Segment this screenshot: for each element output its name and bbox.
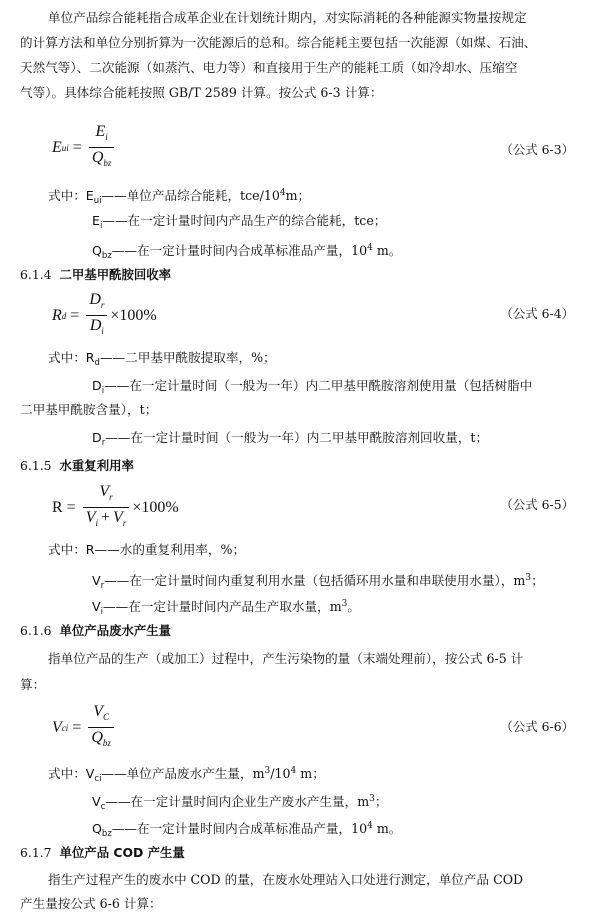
section-title: 单位产品 COD 产生量 bbox=[59, 845, 185, 860]
eq65-den-b: V bbox=[113, 509, 123, 527]
eq66-equals: = bbox=[72, 718, 82, 736]
where-prefix: 式中： bbox=[48, 542, 86, 557]
eq64-where-2-cont: 二甲基甲酰胺含量），t； bbox=[20, 402, 158, 417]
superscript: 4 bbox=[367, 821, 373, 831]
eq63-numerator-sub: i bbox=[105, 132, 108, 143]
eq65-numerator-sub: r bbox=[109, 492, 113, 503]
superscript: 3 bbox=[525, 573, 532, 583]
definition-text: ——在一定计量时间（一般为一年）内二甲基甲酰胺溶剂回收量，t； bbox=[105, 430, 489, 445]
eq64-equals: = bbox=[70, 306, 80, 324]
symbol: R bbox=[85, 350, 95, 365]
symbol: V bbox=[85, 766, 95, 782]
eq65-den-plus: + bbox=[101, 509, 111, 527]
definition-text: ——在一定计量时间内合成革标准品产量，10 bbox=[111, 821, 368, 837]
symbol: V bbox=[92, 599, 101, 615]
eq65-den-a: V bbox=[85, 509, 96, 527]
symbol-sub: bz bbox=[101, 251, 112, 262]
eq64-where-2 bbox=[92, 378, 532, 399]
eq65-lhs: R bbox=[52, 498, 63, 516]
eq65-where-2 bbox=[92, 570, 544, 594]
symbol-sub: r bbox=[101, 438, 106, 448]
definition-tail: m； bbox=[296, 766, 325, 782]
eq65-den-a-sub: i bbox=[95, 518, 98, 529]
eq66-where-2 bbox=[92, 791, 387, 815]
eq64-denominator-sub: i bbox=[101, 326, 104, 337]
eq64-numerator-sub: r bbox=[100, 300, 105, 311]
eq65-den-b-sub: r bbox=[122, 518, 127, 529]
eq63-label: （公式 6-3） bbox=[500, 142, 574, 157]
symbol-sub: d bbox=[94, 358, 100, 368]
symbol: E bbox=[85, 188, 94, 204]
definition-text: ——单位产品综合能耗，tce/10 bbox=[101, 188, 280, 204]
eq63-where-1 bbox=[48, 185, 310, 209]
eq65-label: （公式 6-5） bbox=[500, 497, 574, 512]
section-6-1-5-heading bbox=[20, 458, 134, 474]
eq63-lhs-sub: ui bbox=[61, 142, 69, 153]
eq63-denominator-sub: bz bbox=[103, 158, 112, 169]
definition-text: ——在一定计量时间内产品生产的综合能耗，tce； bbox=[102, 213, 387, 228]
eq65-where-1 bbox=[48, 542, 245, 558]
eq64-where-1 bbox=[48, 350, 276, 371]
eq65-fraction bbox=[83, 482, 130, 533]
eq64-lhs-sub: d bbox=[61, 310, 67, 321]
eq66-denominator: Q bbox=[91, 729, 103, 747]
symbol-sub: bz bbox=[101, 829, 112, 840]
p617-line-1: 指生产过程产生的废水中 COD 的量，在废水处理站入口处进行测定，单位产品 COD bbox=[48, 872, 524, 887]
eq66-label: （公式 6-6） bbox=[500, 719, 574, 734]
eq65-where-3 bbox=[92, 596, 360, 620]
definition-text: ——在一定计量时间内重复利用水量（包括循环用水量和串联使用水量），m bbox=[104, 573, 526, 589]
intro-line-2: 的计算方法和单位分别折算为一次能源后的总和。综合能耗主要包括一次能源（如煤、石油、 bbox=[20, 35, 537, 50]
symbol: D bbox=[92, 378, 102, 393]
eq63-denominator: Q bbox=[91, 149, 104, 167]
p616-line-2: 算： bbox=[20, 677, 46, 692]
definition-text: ——水的重复利用率，%； bbox=[94, 542, 246, 557]
symbol-sub: c bbox=[100, 802, 106, 813]
formula-6-5 bbox=[52, 482, 179, 533]
intro-line-3: 天然气等）、二次能源（如蒸汽、电力等）和直接用于生产的能耗工质（如冷却水、压缩空 bbox=[20, 60, 518, 75]
symbol: D bbox=[92, 430, 102, 445]
eq65-tail: ×100% bbox=[132, 498, 179, 516]
eq63-lhs: E bbox=[52, 138, 62, 156]
formula-6-4 bbox=[52, 290, 157, 341]
superscript: 4 bbox=[290, 766, 297, 776]
symbol-sub: r bbox=[100, 581, 105, 592]
section-number: 6.1.7 bbox=[20, 845, 52, 860]
superscript: 3 bbox=[369, 794, 375, 804]
symbol: R bbox=[85, 542, 95, 557]
eq64-where-3 bbox=[92, 430, 488, 451]
definition-text: ——在一定计量时间内合成革标准品产量，10 bbox=[111, 243, 368, 259]
definition-tail: m。 bbox=[372, 243, 402, 259]
symbol-sub: ui bbox=[93, 196, 102, 207]
eq66-lhs-sub: ci bbox=[61, 722, 69, 733]
definition-tail: ； bbox=[531, 573, 544, 589]
eq64-tail: ×100% bbox=[110, 306, 157, 324]
eq64-denominator: D bbox=[89, 317, 102, 335]
section-6-1-7-heading bbox=[20, 845, 185, 861]
p617-line-2: 产生量按公式 6-6 计算： bbox=[20, 896, 162, 911]
section-title: 二甲基甲酰胺回收率 bbox=[59, 267, 172, 282]
eq66-where-3 bbox=[92, 818, 401, 842]
eq63-where-2 bbox=[92, 213, 386, 234]
section-6-1-6-heading bbox=[20, 623, 171, 639]
eq64-lhs: R bbox=[52, 306, 62, 324]
symbol-sub: i bbox=[100, 607, 103, 618]
section-6-1-4-heading bbox=[20, 267, 171, 283]
eq65-numerator: V bbox=[99, 483, 110, 500]
eq66-numerator: V bbox=[93, 703, 103, 720]
eq66-denominator-sub: bz bbox=[102, 738, 111, 749]
section-title: 水重复利用率 bbox=[59, 458, 134, 473]
symbol-sub: i bbox=[101, 386, 105, 396]
eq66-where-1 bbox=[48, 763, 325, 787]
definition-tail: m。 bbox=[372, 821, 402, 837]
eq64-numerator: D bbox=[89, 291, 101, 308]
section-number: 6.1.6 bbox=[20, 623, 52, 638]
where-prefix: 式中： bbox=[48, 350, 86, 365]
section-number: 6.1.4 bbox=[20, 267, 52, 282]
formula-6-6 bbox=[52, 702, 117, 753]
definition-text: ——在一定计量时间（一般为一年）内二甲基甲酰胺溶剂使用量（包括树脂中 bbox=[104, 378, 533, 393]
p616-line-1: 指单位产品的生产（或加工）过程中，产生污染物的量（末端处理前），按公式 6-5 计 bbox=[48, 651, 524, 666]
symbol: Q bbox=[92, 821, 102, 837]
superscript: 4 bbox=[279, 188, 286, 198]
eq63-where-3 bbox=[92, 240, 401, 264]
formula-6-3 bbox=[52, 122, 117, 173]
symbol-sub: i bbox=[99, 221, 103, 231]
intro-line-4: 气等）。具体综合能耗按照 GB/T 2589 计算。按公式 6-3 计算： bbox=[20, 85, 383, 100]
symbol: V bbox=[92, 573, 101, 589]
definition-text: ——单位产品废水产生量，m bbox=[101, 766, 265, 782]
definition-tail: ； bbox=[374, 794, 388, 810]
intro-line-1: 单位产品综合能耗指合成革企业在计划统计期内，对实际消耗的各种能源实物量按规定 bbox=[48, 10, 527, 25]
where-prefix: 式中： bbox=[48, 766, 86, 782]
eq65-equals: = bbox=[66, 498, 76, 516]
eq66-lhs: V bbox=[52, 718, 62, 736]
eq63-numerator: E bbox=[95, 123, 106, 140]
superscript: 3 bbox=[341, 599, 348, 609]
definition-tail: m； bbox=[285, 188, 311, 204]
superscript: 3 bbox=[264, 766, 271, 776]
where-prefix: 式中： bbox=[48, 188, 86, 204]
symbol: V bbox=[92, 794, 101, 810]
eq66-fraction bbox=[88, 702, 114, 753]
eq64-label: （公式 6-4） bbox=[500, 306, 574, 321]
section-title: 单位产品废水产生量 bbox=[59, 623, 172, 638]
superscript: 4 bbox=[367, 243, 373, 253]
definition-tail: 。 bbox=[347, 599, 360, 615]
eq63-fraction bbox=[89, 122, 115, 173]
eq64-fraction bbox=[86, 290, 107, 341]
definition-mid: /10 bbox=[270, 766, 291, 782]
eq63-equals: = bbox=[72, 138, 82, 156]
symbol: Q bbox=[92, 243, 102, 259]
symbol: E bbox=[92, 213, 100, 228]
section-number: 6.1.5 bbox=[20, 458, 52, 473]
eq66-numerator-sub: C bbox=[102, 712, 109, 723]
definition-text: ——在一定计量时间内产品生产取水量，m bbox=[103, 599, 342, 615]
definition-text: ——二甲基甲酰胺提取率，%； bbox=[99, 350, 276, 365]
symbol-sub: ci bbox=[94, 774, 102, 785]
definition-text: ——在一定计量时间内企业生产废水产生量，m bbox=[105, 794, 370, 810]
